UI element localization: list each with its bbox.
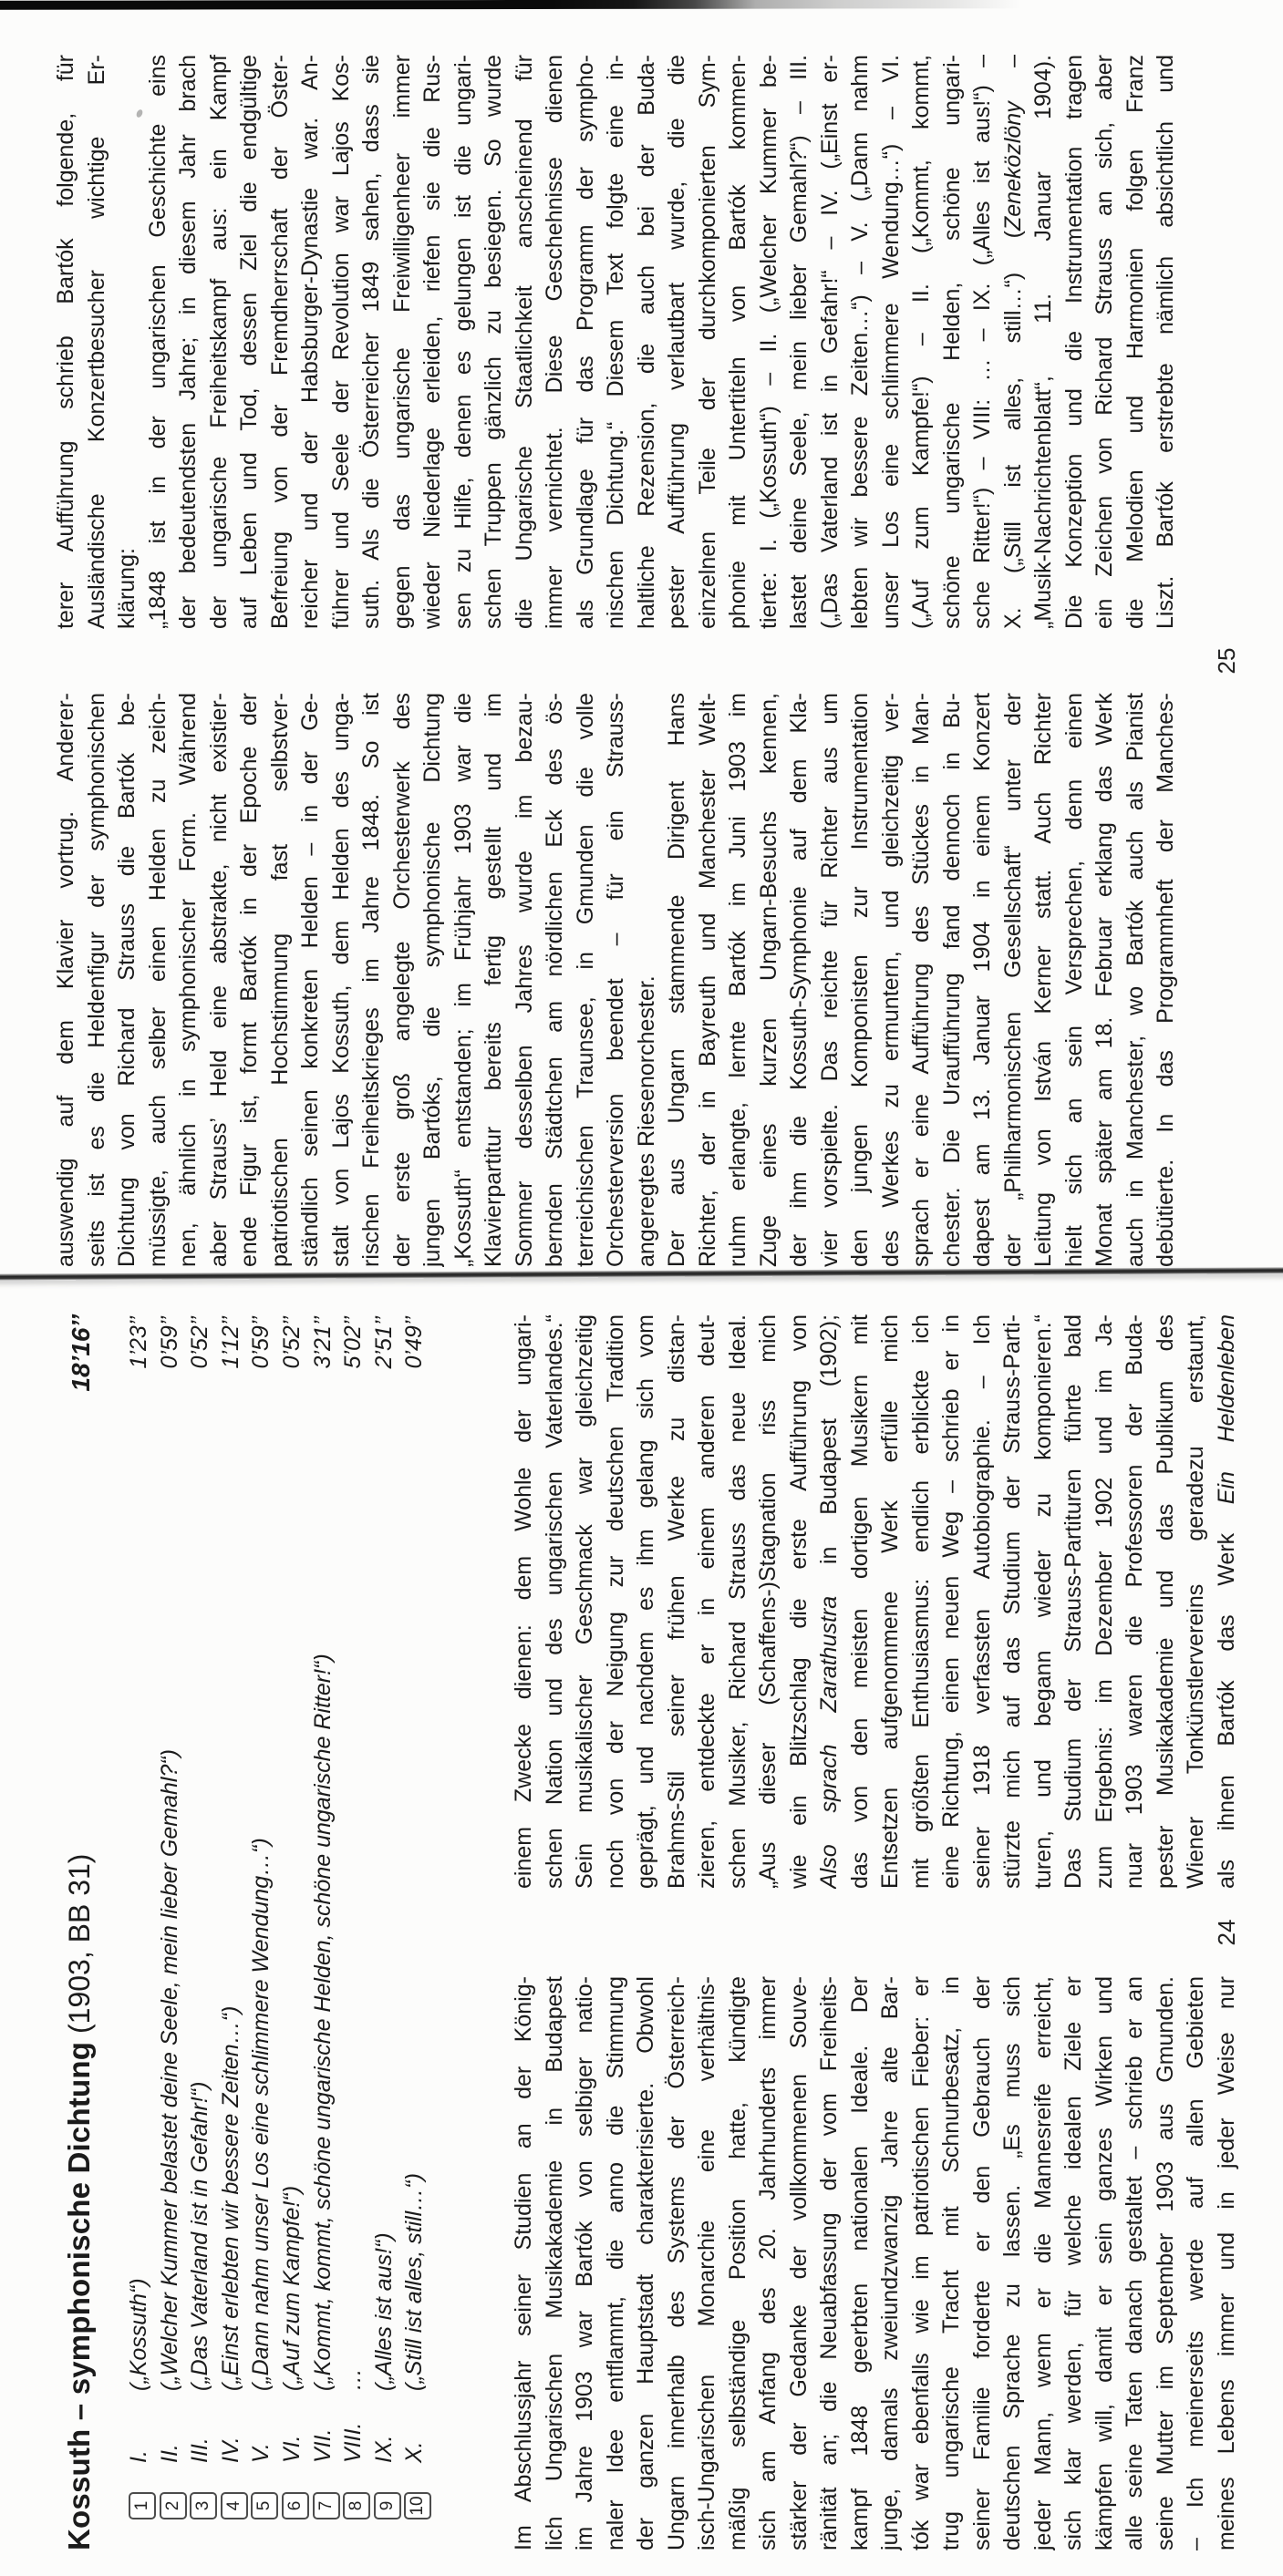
text-line: Liszt. Bartók erstrebte nämlich absichtlich und [1153, 55, 1178, 629]
track-row [279, 1314, 310, 2550]
work-title: Kossuth – symphonische Dichtung [62, 2041, 96, 2550]
text-line: sen zu Hilfe, denen es gelungen ist die ungari- [450, 55, 476, 629]
text-line: auch in Manchester, wo Bartók auch als Pianist [1122, 693, 1148, 1267]
text-line: Leitung von István Kerner statt. Auch Richter [1030, 693, 1056, 1267]
text-line: Monat später am 18. Februar erklang das Werk [1092, 693, 1117, 1267]
text-line: Orchesterversion beendet – für ein Strauss- [603, 693, 628, 1267]
text-line: („Das Vaterland ist in Gefahr!“ – IV. („Einst er- [816, 55, 843, 629]
track-title: („Kommt, kommt, schöne ungarische Helden, schöne ungarische Ritter!“) [309, 1654, 336, 2391]
track-row [218, 1314, 249, 2550]
page-25 [0, 55, 1283, 1267]
text-line: den jungen Komponisten zur Instrumentation [847, 693, 873, 1267]
text-line: Wiener Tonkünstlervereins geradezu erstaunt, [1183, 1314, 1208, 1889]
text-line: wieder Niederlage erleiden, riefen sie die Rus- [419, 55, 445, 629]
page-24 [0, 1314, 1283, 2550]
text-line: des Werkes zu ermuntern, und gleichzeitig ver- [877, 693, 904, 1267]
text-line: Ungarn innerhalb des Systems der Österreich- [663, 1976, 689, 2550]
text-line: sche Ritter!“) – VIII: … – IX. („Alles ist aus!“) – [969, 55, 995, 629]
work-heading [62, 1314, 102, 2550]
text-line: zieren, entdeckte er in einem anderen deut- [694, 1314, 719, 1889]
track-roman-numeral: VIII. [340, 2422, 367, 2463]
text-line: rischen Freiheitskrieges im Jahre 1848. So ist [358, 693, 384, 1267]
text-line: klärung: [114, 548, 140, 629]
text-line: ständlich seinen konkreten Helden – in der Ge- [297, 693, 323, 1267]
text-line: Sommer desselben Jahres wurde im bezau- [511, 693, 537, 1267]
text-line: ruhm erlangte, lernte Bartók im Juni 1903 im [725, 693, 750, 1267]
track-duration: 2’51’’ [370, 1316, 397, 1369]
body-column-page24-right [509, 1314, 1242, 1889]
text-line: ein Zeichen von Richard Strauss an sich, aber [1092, 55, 1117, 629]
text-line: seiner Familie forderte er den Gebrauch der [968, 1976, 995, 2550]
track-duration: 1’23’’ [126, 1316, 151, 1369]
text-line: geprägt, und nachdem es ihm gelang sich vom [633, 1314, 658, 1889]
text-line: „Aus dieser (Schaffens-)Stagnation riss mich [755, 1314, 781, 1889]
text-line: der ganzen Hauptstadt charakterisierte. Obwohl [633, 1976, 658, 2550]
text-line: nuar 1903 waren die Professoren der Buda- [1122, 1314, 1147, 1889]
text-line: aber Strauss’ Held eine abstrakte, nicht existier- [205, 693, 232, 1267]
text-line: nen, ähnlich in symphonischer Form. Während [175, 693, 201, 1267]
track-duration: 5’02’’ [340, 1316, 367, 1369]
text-line: lastet deine Seele, mein lieber Gemahl?“) – III. [786, 55, 812, 629]
text-line: seiner 1918 verfassten Autobiographie. – Ich [968, 1314, 995, 1889]
text-line: lich Ungarischen Musikakademie in Budapest [541, 1976, 567, 2550]
text-line: deutschen Sprache zu lassen. „Es muss sich [999, 1976, 1025, 2550]
text-line: chester. Die Uraufführung fand dennoch in Bu- [938, 693, 965, 1267]
text-line: („Auf zum Kampfe!“) – II. („Kommt, kommt, [908, 55, 934, 629]
track-title: („Auf zum Kampfe!“) [278, 2185, 305, 2391]
track-row [187, 1314, 218, 2550]
text-line: dapest am 13. Januar 1904 in einem Konzert [969, 693, 995, 1267]
text-line: phonie mit Untertiteln von Bartók kommen- [725, 55, 750, 629]
text-line: sprach er eine Aufführung des Stückes in Man- [908, 693, 934, 1267]
track-number-box: 9 [374, 2492, 401, 2519]
text-line: Ausländische Konzertbesucher wichtige Er- [83, 55, 109, 629]
text-line: der bedeutendsten Jahre; in diesem Jahr brach [175, 55, 201, 629]
track-title: („Welcher Kummer belastet deine Seele, mein lieber Gemahl?“) [156, 1748, 182, 2391]
track-duration: 0’59’’ [156, 1316, 182, 1369]
track-number-box: 10 [404, 2492, 431, 2519]
text-line: kämpfen will, damit er sein ganzes Wirken und [1091, 1976, 1117, 2550]
text-line: pester Aufführung verlautbart wurde, die die [664, 55, 689, 629]
track-duration: 0’52’’ [187, 1316, 213, 1369]
track-number-box: 4 [221, 2492, 248, 2519]
text-line: hielt sich an sein Versprechen, denn einen [1061, 693, 1087, 1267]
text-line: „Kossuth“ entstanden; im Frühjahr 1903 war die [450, 693, 476, 1267]
track-roman-numeral: IV. [217, 2437, 243, 2463]
text-line: nischen Dichtung.“ Diesem Text folgte eine in- [603, 55, 628, 629]
track-number-box: 3 [190, 2492, 217, 2519]
track-roman-numeral: III. [187, 2437, 213, 2463]
track-row [340, 1314, 371, 2550]
text-line: die Ungarische Staatlichkeit anscheinend für [511, 55, 537, 629]
text-line: Befreiung von der Fremdherrschaft der Öster- [266, 55, 293, 629]
track-number-box: 1 [129, 2492, 156, 2519]
track-title: („Alles ist aus!“) [370, 2232, 397, 2391]
track-list [126, 1314, 432, 2550]
text-line: pester Musikakademie und das Publikum des [1152, 1314, 1178, 1889]
text-line: stalt von Lajos Kossuth, dem Helden des unga- [327, 693, 354, 1267]
text-line: jungen Bartóks, die symphonische Dichtung [419, 693, 445, 1267]
text-line: haltliche Rezension, die auch bei der Buda- [633, 55, 659, 629]
text-line: Also sprach Zarathustra in Budapest (1902); [816, 1314, 842, 1889]
text-line: Dichtung von Richard Strauss die Bartók be- [114, 693, 140, 1267]
text-line: eine Richtung, einen neuen Weg – schrieb er in [938, 1314, 964, 1889]
body-column-page25-right [51, 55, 1182, 629]
text-line: terreichischen Traunsee, in Gmunden die volle [572, 693, 598, 1267]
track-row [157, 1314, 188, 2550]
text-line: reicher und der Habsburger-Dynastie war. An- [297, 55, 323, 629]
text-line: schen Truppen gänzlich zu besiegen. So wurde [481, 55, 506, 629]
text-line: der ihm die Kossuth-Symphonie auf dem Kla- [786, 693, 812, 1267]
track-title: („Einst erlebten wir bessere Zeiten…“) [217, 2005, 243, 2391]
text-line: meines Lebens immer und in jeder Weise nur [1213, 1976, 1239, 2550]
text-line: „1848 ist in der ungarischen Geschichte eins [144, 55, 171, 629]
text-line: der ungarische Freiheitskampf aus: ein Kampf [205, 55, 232, 629]
track-roman-numeral: VI. [278, 2435, 305, 2463]
text-line: zum Ergebnis: im Dezember 1902 und im Ja- [1091, 1314, 1117, 1889]
track-row [401, 1314, 432, 2550]
text-line: lebten wir bessere Zeiten…“) – V. („Dann nahm [847, 55, 873, 629]
page-number-24: 24 [1213, 1919, 1240, 1946]
text-line: sich am Anfang des 20. Jahrhunderts immer [755, 1976, 781, 2550]
text-line: isch-Ungarischen Monarchie eine verhältnis- [694, 1976, 719, 2550]
text-line: ende Figur ist, formt Bartók in der Epoche der [236, 693, 262, 1267]
text-line: junge, damals zweiundzwanzig Jahre alte Bar- [877, 1976, 903, 2550]
text-line: seine Mutter im September 1903 aus Gmunden. [1152, 1976, 1178, 2550]
text-line: naler Idee entflammt, die anno die Stimmung [602, 1976, 628, 2550]
text-line: debütierte. In das Programmheft der Manches- [1153, 693, 1178, 1267]
text-line: Der aus Ungarn stammende Dirigent Hans [664, 693, 689, 1267]
text-line: stürzte mich auf das Studium der Strauss-Parti- [999, 1314, 1025, 1889]
text-line: als ihnen Bartók das Werk Ein Heldenleben [1213, 1314, 1239, 1889]
text-line: X. („Still ist alles, still…“) (Zeneközlöny – [999, 55, 1026, 629]
text-line: schen Musiker, Richard Strauss das neue Ideal. [724, 1314, 750, 1889]
text-line: der erste groß angelegte Orchesterwerk des [388, 693, 415, 1267]
text-line: kampf 1848 geerbten nationalen Ideale. Der [846, 1976, 873, 2550]
text-line: noch von der Neigung zur deutschen Tradition [602, 1314, 628, 1889]
text-line: schen Nation und des ungarischen Vaterlandes.“ [541, 1314, 567, 1889]
text-line: im Jahre 1903 war Bartók von selbiger natio- [572, 1976, 597, 2550]
track-title: („Still ist alles, still…“) [401, 2173, 428, 2391]
text-line: stärker der Gedanke der vollkommenen Souve- [785, 1976, 812, 2550]
text-line: alle seine Taten danach gestaltet – schrieb er an [1122, 1976, 1147, 2550]
text-line: Richter, der in Bayreuth und Manchester Welt- [694, 693, 720, 1267]
text-line: als Grundlage für das Programm der sympho- [572, 55, 598, 629]
body-column-page24-left [509, 1976, 1242, 2550]
text-line: vier vorspielte. Das reichte für Richter aus um [816, 693, 843, 1267]
page-number-25: 25 [1213, 647, 1240, 675]
track-roman-numeral: VII. [309, 2428, 336, 2463]
text-line: Die Konzeption und die Instrumentation tragen [1061, 55, 1087, 629]
track-roman-numeral: II. [156, 2444, 182, 2463]
text-line: einzelnen Teile der durchkomponierten Sym- [694, 55, 720, 629]
text-line: mäßig selbständige Position hatte, kündigte [724, 1976, 750, 2550]
text-line: ränität an; die Neuabfassung der vom Freiheits- [816, 1976, 842, 2550]
text-line: schöne ungarische Helden, schöne ungari- [938, 55, 965, 629]
text-line: – Ich meinerseits werde auf allen Gebieten [1183, 1976, 1208, 2550]
track-duration: 0’59’’ [248, 1316, 274, 1369]
track-number-box: 6 [282, 2492, 309, 2519]
text-line: trug ungarische Tracht mit Schnurbesatz, in [938, 1976, 964, 2550]
track-roman-numeral: I. [126, 2450, 151, 2463]
text-line: Klavierpartitur bereits fertig gestellt und im [481, 693, 506, 1267]
text-line: das von den meisten dortigen Musikern mit [846, 1314, 873, 1889]
text-line: sich klar werden, für welche idealen Ziele er [1061, 1976, 1086, 2550]
text-line: Zuge eines kurzen Ungarn-Besuchs kennen, [755, 693, 781, 1267]
track-number-box: 5 [251, 2492, 278, 2519]
text-line: Entsetzen aufgenommene Werk erfülle mich [877, 1314, 903, 1889]
text-line: führer und Seele der Revolution war Lajos Kos- [327, 55, 354, 629]
text-line: bernden Städtchen am nördlichen Eck des ös- [542, 693, 567, 1267]
text-line: jeder Mann, wenn er die Mannesreife erreicht, [1030, 1976, 1056, 2550]
text-line: gegen das ungarische Freiwilligenheer immer [388, 55, 415, 629]
text-line: die Melodien und Harmonien folgen Franz [1122, 55, 1148, 629]
text-line: einem Zwecke dienen: dem Wohle der ungari- [511, 1314, 536, 1889]
track-title: („Kossuth“) [126, 2278, 151, 2391]
text-line: tierte: I. („Kossuth“) – II. („Welcher Kummer be- [755, 55, 781, 629]
track-row [371, 1314, 402, 2550]
text-line: Das Studium der Strauss-Partituren führte bald [1061, 1314, 1086, 1889]
text-line: auf Leben und Tod, dessen Ziel die endgültige [236, 55, 262, 629]
track-number-box: 8 [343, 2492, 370, 2519]
total-duration: 18’16’’ [67, 1314, 95, 1392]
text-line: der „Philharmonischen Gesellschaft“ unter der [999, 693, 1026, 1267]
text-line: patriotischen Hochstimmung fast selbstver- [266, 693, 293, 1267]
track-title: („Das Vaterland ist in Gefahr!“) [187, 2081, 213, 2391]
track-row [310, 1314, 341, 2550]
track-roman-numeral: X. [401, 2441, 428, 2463]
text-line: angeregtes Riesenorchester. [633, 975, 659, 1267]
text-line: müssigte, auch selber einen Helden zu zeich- [144, 693, 171, 1267]
text-line: mit größten Enthusiasmus: endlich erblickte ich [907, 1314, 934, 1889]
text-line: unser Los eine schlimmere Wendung…“) – VI. [877, 55, 904, 629]
text-line: wie ein Blitzschlag die erste Aufführung von [785, 1314, 812, 1889]
track-roman-numeral: IX. [370, 2435, 397, 2463]
text-line: Im Abschlussjahr seiner Studien an der König- [511, 1976, 536, 2550]
scan-artifact-top-bar [0, 0, 1021, 10]
track-duration: 0’52’’ [278, 1316, 305, 1369]
text-line: immer vernichtet. Diese Geschehnisse dienen [542, 55, 567, 629]
text-line: suth. Als die Österreicher 1849 sahen, dass sie [358, 55, 384, 629]
text-line: Brahms-Stil seiner frühen Werke zu distan- [663, 1314, 689, 1889]
body-column-page25-left [51, 693, 1182, 1267]
text-line: „Musik-Nachrichtenblatt“, 11. Januar 1904). [1030, 55, 1056, 629]
track-number-box: 2 [160, 2492, 187, 2519]
text-line: seits ist es die Heldenfigur der symphonischen [83, 693, 109, 1267]
track-duration: 3’21’’ [309, 1316, 336, 1369]
track-title: … [340, 2368, 367, 2391]
text-line: terer Aufführung schrieb Bartók folgende, für [53, 55, 78, 629]
text-line: tók war ebenfalls wie im patriotischen Fieber: er [907, 1976, 934, 2550]
track-duration: 1’12’’ [217, 1316, 243, 1369]
track-row [126, 1314, 157, 2550]
track-duration: 0’49’’ [401, 1316, 428, 1369]
track-row [248, 1314, 279, 2550]
text-line: Sein musikalischer Geschmack war gleichzeitig [572, 1314, 597, 1889]
track-number-box: 7 [313, 2492, 340, 2519]
work-title-detail: (1903, BB 31) [63, 1853, 96, 2042]
track-title: („Dann nahm unser Los eine schlimmere Wendung…“) [248, 1838, 274, 2391]
track-roman-numeral: V. [248, 2443, 274, 2463]
text-line: auswendig auf dem Klavier vortrug. Anderer- [53, 693, 78, 1267]
text-line: turen, und begann wieder zu komponieren.“ [1030, 1314, 1056, 1889]
